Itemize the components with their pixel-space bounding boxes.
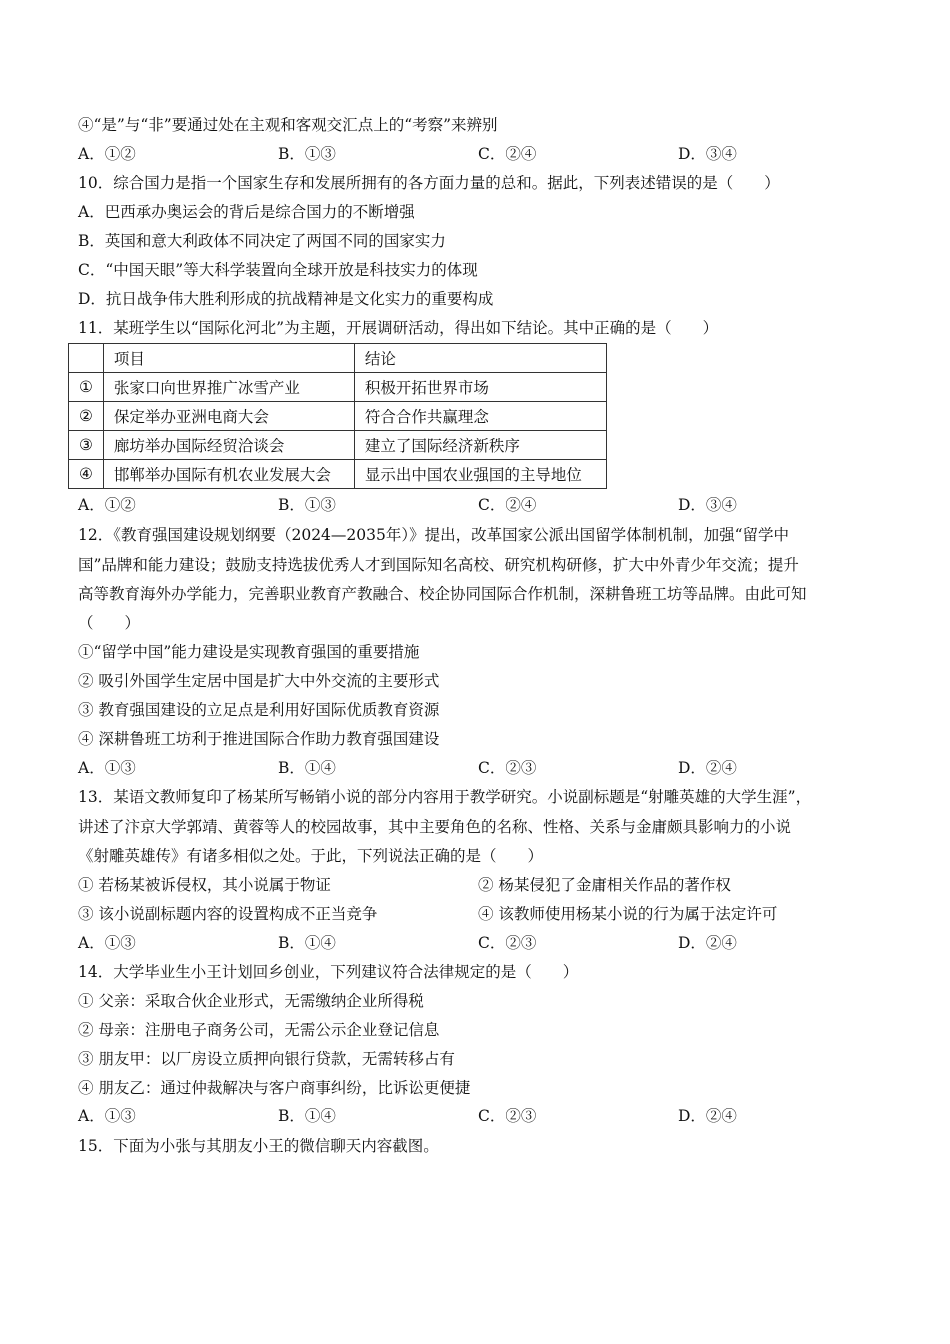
q12-item-3: ③ 教育强国建设的立足点是利用好国际优质教育资源: [78, 701, 440, 719]
table-cell: ①: [69, 373, 104, 402]
q12-stem-line-4: （ ）: [78, 614, 141, 632]
q12-stem-line-2: 国”品牌和能力建设；鼓励支持选拔优秀人才到国际知名高校、研究机构研修，扩大中外青少年交流；提升: [78, 556, 799, 574]
table-cell: 张家口向世界推广冰雪产业: [103, 373, 354, 402]
q14-option-b: B．①④: [278, 1107, 336, 1125]
q12-stem-line-3: 高等教育海外办学能力，完善职业教育产教融合、校企协同国际合作机制，深耕鲁班工坊等品牌。由此可知: [78, 585, 807, 603]
q14-option-c: C．②③: [478, 1107, 537, 1125]
table-header-cell: [69, 344, 104, 373]
q9-item-4: ④“是”与“非”要通过处在主观和客观交汇点上的“考察”来辨别: [78, 116, 498, 134]
q12-option-d: D．②④: [678, 759, 737, 777]
table-cell: 符合合作共赢理念: [354, 402, 606, 431]
table-cell: 廊坊举办国际经贸洽谈会: [103, 431, 354, 460]
q13-stem-line-2: 讲述了汴京大学郭靖、黄蓉等人的校园故事，其中主要角色的名称、性格、关系与金庸颇具影响力的小说: [78, 818, 792, 836]
q14-item-1: ① 父亲：采取合伙企业形式，无需缴纳企业所得税: [78, 992, 424, 1010]
table-row: [69, 402, 607, 431]
table-cell: 邯郸举办国际有机农业发展大会: [103, 460, 354, 489]
q14-option-d: D．②④: [678, 1107, 737, 1125]
q13-stem-line-1: 13．某语文教师复印了杨某所写畅销小说的部分内容用于教学研究。小说副标题是“射雕英雄的大学生涯”，: [78, 788, 812, 806]
q15-stem: 15．下面为小张与其朋友小王的微信聊天内容截图。: [78, 1137, 439, 1155]
q9-option-b: B．①③: [278, 145, 336, 163]
q13-stem-line-3: 《射雕英雄传》有诸多相似之处。于此，下列说法正确的是（ ）: [78, 847, 544, 865]
table-cell: ④: [69, 460, 104, 489]
q12-option-b: B．①④: [278, 759, 336, 777]
table-cell: ③: [69, 431, 104, 460]
q9-option-a: A．①②: [78, 145, 136, 163]
q13-option-b: B．①④: [278, 934, 336, 952]
q13-option-a: A．①③: [78, 934, 136, 952]
q12-option-c: C．②③: [478, 759, 537, 777]
q13-option-d: D．②④: [678, 934, 737, 952]
q13-item-2: ② 杨某侵犯了金庸相关作品的著作权: [478, 876, 731, 894]
q9-option-c: C．②④: [478, 145, 537, 163]
q14-option-a: A．①③: [78, 1107, 136, 1125]
q13-item-3: ③ 该小说副标题内容的设置构成不正当竞争: [78, 905, 378, 923]
q10-option-a: A．巴西承办奥运会的背后是综合国力的不断增强: [78, 203, 415, 221]
q11-stem: 11．某班学生以“国际化河北”为主题，开展调研活动，得出如下结论。其中正确的是（ ）: [78, 319, 719, 337]
q12-item-1: ①“留学中国”能力建设是实现教育强国的重要措施: [78, 643, 420, 661]
table-header-cell: 项目: [103, 344, 354, 373]
q12-item-2: ② 吸引外国学生定居中国是扩大中外交流的主要形式: [78, 672, 440, 690]
q13-item-1: ① 若杨某被诉侵权，其小说属于物证: [78, 876, 331, 894]
q9-option-d: D．③④: [678, 145, 737, 163]
q14-item-2: ② 母亲：注册电子商务公司，无需公示企业登记信息: [78, 1021, 440, 1039]
q12-item-4: ④ 深耕鲁班工坊利于推进国际合作助力教育强国建设: [78, 730, 440, 748]
q11-option-b: B．①③: [278, 496, 336, 514]
q11-option-c: C．②④: [478, 496, 537, 514]
q12-option-a: A．①③: [78, 759, 136, 777]
table-cell: 保定举办亚洲电商大会: [103, 402, 354, 431]
q11-option-d: D．③④: [678, 496, 737, 514]
table-row: [69, 373, 607, 402]
q14-item-3: ③ 朋友甲：以厂房设立质押向银行贷款，无需转移占有: [78, 1050, 455, 1068]
q14-item-4: ④ 朋友乙：通过仲裁解决与客户商事纠纷，比诉讼更便捷: [78, 1079, 471, 1097]
q14-stem: 14．大学毕业生小王计划回乡创业，下列建议符合法律规定的是（ ）: [78, 963, 579, 981]
table-cell: 积极开拓世界市场: [354, 373, 606, 402]
q13-item-4: ④ 该教师使用杨某小说的行为属于法定许可: [478, 905, 778, 923]
q10-option-c: C．“中国天眼”等大科学装置向全球开放是科技实力的体现: [78, 261, 478, 279]
table-row: [69, 431, 607, 460]
q12-stem-line-1: 12．《教育强国建设规划纲要（2024—2035年）》提出，改革国家公派出国留学体制机制，加强“留学中: [78, 526, 790, 544]
q10-stem: 10．综合国力是指一个国家生存和发展所拥有的各方面力量的总和。据此，下列表述错误的是（ ）: [78, 174, 780, 192]
q10-option-d: D．抗日战争伟大胜利形成的抗战精神是文化实力的重要构成: [78, 290, 494, 308]
q13-option-c: C．②③: [478, 934, 537, 952]
q11-option-a: A．①②: [78, 496, 136, 514]
q10-option-b: B．英国和意大利政体不同决定了两国不同的国家实力: [78, 232, 446, 250]
q11-table: [68, 343, 607, 489]
table-row: [69, 460, 607, 489]
table-cell: 建立了国际经济新秩序: [354, 431, 606, 460]
table-cell: ②: [69, 402, 104, 431]
table-cell: 显示出中国农业强国的主导地位: [354, 460, 606, 489]
table-header-row: [69, 344, 607, 373]
table-header-cell: 结论: [354, 344, 606, 373]
